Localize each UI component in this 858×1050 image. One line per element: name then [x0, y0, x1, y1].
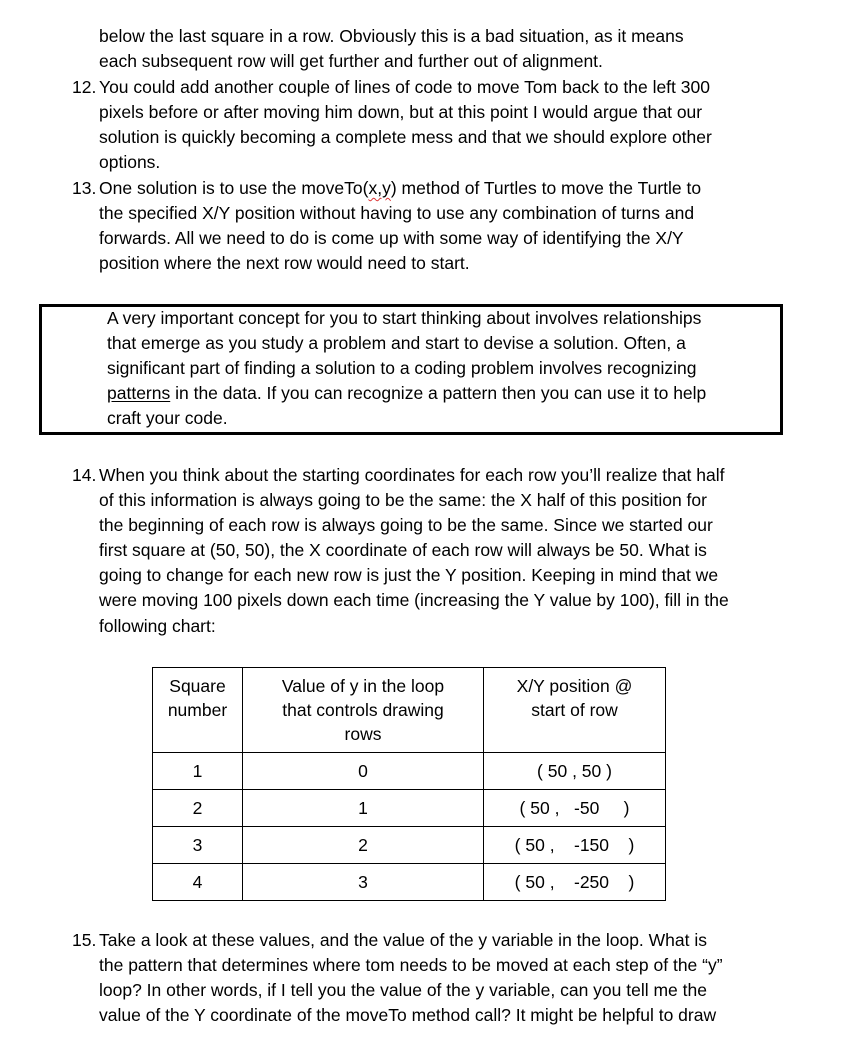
header-col1-line: Square: [169, 676, 226, 696]
header-col3-line: start of row: [531, 700, 618, 720]
header-col3-line: X/Y position @: [516, 676, 633, 696]
item-14-number: 14.: [72, 465, 97, 485]
item-13-line-2: the specified X/Y position without having to use any combination of turns and: [99, 203, 695, 223]
item-14-line-1: When you think about the starting coordinates for each row you’ll realize that half: [99, 465, 725, 485]
callout-line-4-rest: in the data. If you can recognize a pattern then you can use it to help: [170, 383, 707, 403]
item-13-line-1: [99, 176, 701, 201]
callout-line-1: A very important concept for you to start thinking about involves relationships: [107, 308, 702, 328]
header-col1-line: number: [167, 700, 228, 720]
callout-line-3: significant part of finding a solution to a coding problem involves recognizing: [107, 358, 697, 378]
callout-line-2: that emerge as you study a problem and start to devise a solution. Often, a: [107, 333, 686, 353]
item-13-line-1-post: ) method of Turtles to move the Turtle to: [390, 178, 702, 198]
item-14-line-5: going to change for each new row is just the Y position. Keeping in mind that we: [99, 565, 719, 585]
cell-square: 1: [153, 753, 243, 790]
para11-line-1: below the last square in a row. Obviously this is a bad situation, as it means: [99, 26, 684, 46]
cell-y-value: 3: [243, 864, 484, 901]
item-12-line-2: pixels before or after moving him down, but at this point I would argue that our: [99, 102, 703, 122]
header-xy-position: [484, 668, 666, 753]
item-14-line-7: following chart:: [99, 616, 216, 636]
item-14-line-4: first square at (50, 50), the X coordinate of each row will always be 50. What is: [99, 540, 707, 560]
cell-square: 4: [153, 864, 243, 901]
cell-position[interactable]: ( 50 , -250 ): [484, 864, 666, 901]
item-15-line-3: loop? In other words, if I tell you the value of the y variable, can you tell me the: [99, 980, 707, 1000]
table-row: [153, 790, 666, 827]
item-15-line-4: value of the Y coordinate of the moveTo method call? It might be helpful to draw: [99, 1005, 717, 1025]
header-col2-line: rows: [344, 724, 382, 744]
cell-square: 2: [153, 790, 243, 827]
item-14-line-6: were moving 100 pixels down each time (increasing the Y value by 100), fill in the: [99, 590, 729, 610]
item-13-line-3: forwards. All we need to do is come up with some way of identifying the X/Y: [99, 228, 684, 248]
item-13-line-1-pre: One solution is to use the moveTo(: [99, 178, 369, 198]
item-12-line-1: You could add another couple of lines of code to move Tom back to the left 300: [99, 77, 710, 97]
para11-line-2: each subsequent row will get further and further out of alignment.: [99, 51, 603, 71]
table-row: [153, 827, 666, 864]
header-col2-line: Value of y in the loop: [281, 676, 445, 696]
item-12-line-4: options.: [99, 152, 161, 172]
spellcheck-squiggle-text: x,y: [368, 178, 391, 198]
cell-position[interactable]: ( 50 , 50 ): [484, 753, 666, 790]
item-13-line-4: position where the next row would need to start.: [99, 253, 470, 273]
item-12-line-3: solution is quickly becoming a complete mess and that we should explore other: [99, 127, 712, 147]
cell-y-value: 0: [243, 753, 484, 790]
item-14-line-2: of this information is always going to be the same: the X half of this position for: [99, 490, 707, 510]
table-row: [153, 864, 666, 901]
header-y-value: [243, 668, 484, 753]
item-14-line-3: the beginning of each row is always going to be the same. Since we started our: [99, 515, 713, 535]
header-col2-line: that controls drawing: [282, 700, 444, 720]
item-15-line-2: the pattern that determines where tom needs to be moved at each step of the “y”: [99, 955, 723, 975]
item-12-number: 12.: [72, 77, 97, 97]
item-13-number: 13.: [72, 178, 97, 198]
item-15-line-1: Take a look at these values, and the value of the y variable in the loop. What is: [99, 930, 708, 950]
callout-line-5: craft your code.: [107, 408, 228, 428]
cell-position[interactable]: ( 50 , -50 ): [484, 790, 666, 827]
cell-y-value: 2: [243, 827, 484, 864]
cell-position[interactable]: ( 50 , -150 ): [484, 827, 666, 864]
header-square-number: [153, 668, 243, 753]
item-15-number: 15.: [72, 930, 97, 950]
row-position-chart: [152, 667, 666, 901]
patterns-underlined-word: patterns: [107, 383, 171, 403]
cell-y-value: 1: [243, 790, 484, 827]
table-row: [153, 753, 666, 790]
callout-line-4: [107, 381, 706, 406]
cell-square: 3: [153, 827, 243, 864]
chart-header-row: [153, 668, 666, 753]
